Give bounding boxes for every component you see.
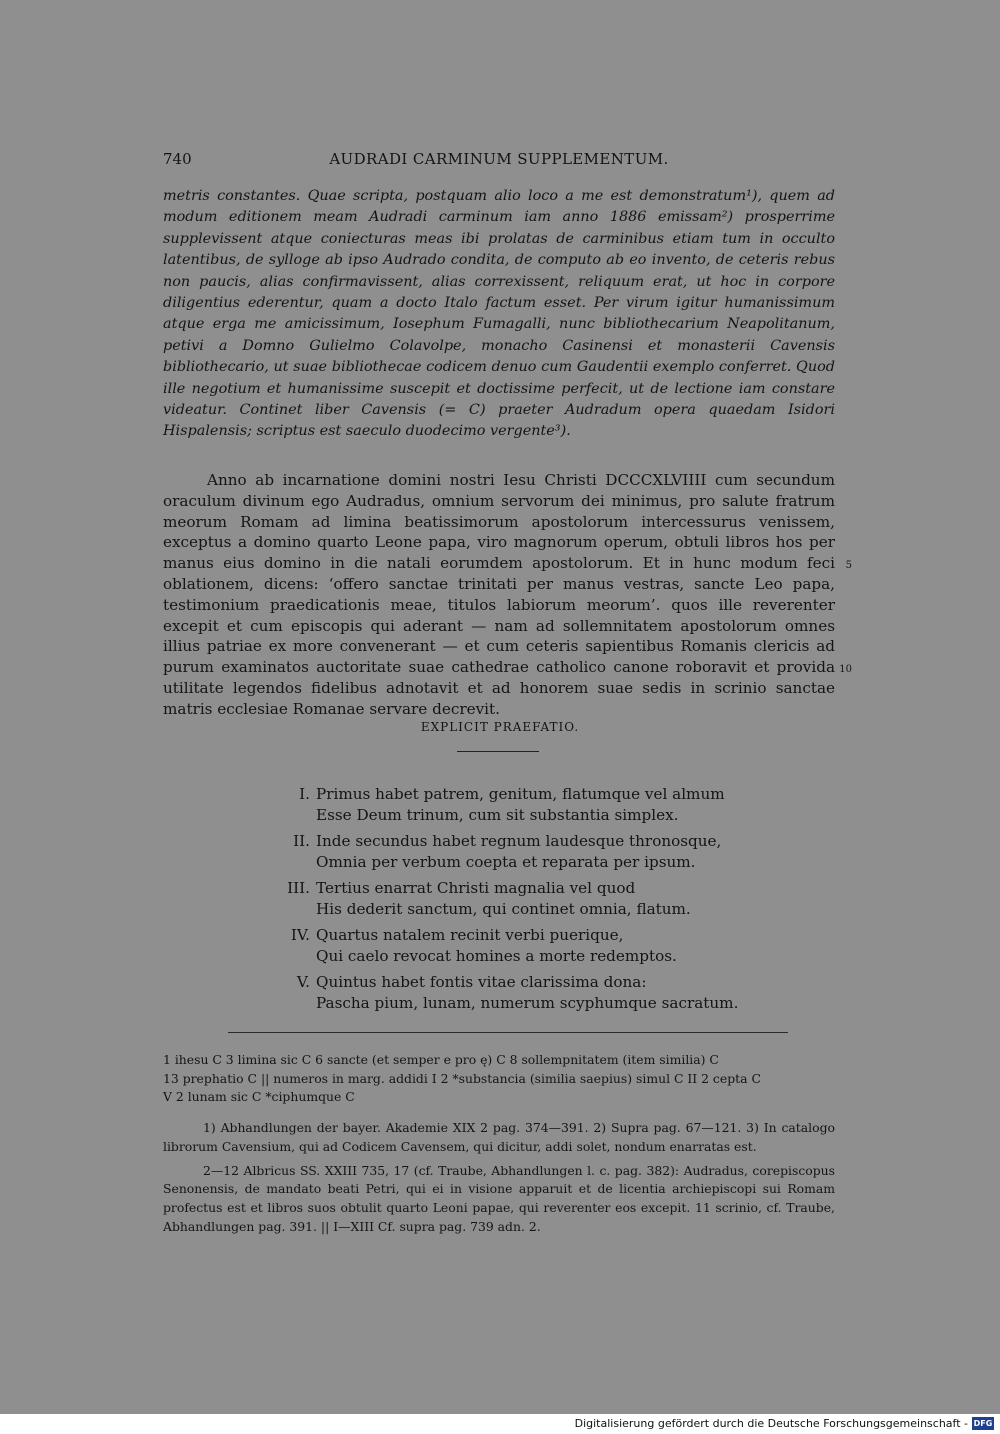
verse-line: His dederit sanctum, qui continet omnia, flatum. (316, 900, 691, 918)
digitization-footer (0, 1414, 1000, 1434)
short-rule (457, 751, 539, 752)
verse-line: Inde secundus habet regnum laudesque thronosque, (316, 832, 722, 850)
page-number: 740 (163, 150, 192, 168)
verse-list (260, 784, 820, 1019)
apparatus-line: 1 ihesu C 3 limina sic C 6 sancte (et semper e pro ę) C 8 sollempnitatem (item similia) C (163, 1052, 719, 1067)
verse-line: Primus habet patrem, genitum, flatumque vel almum (316, 785, 725, 803)
verse-item (260, 972, 820, 1014)
page-header (163, 150, 835, 170)
verse-numeral: II. (293, 832, 310, 850)
intro-paragraph (163, 186, 835, 443)
line-number-10: 10 (839, 664, 852, 675)
running-title: AUDRADI CARMINUM SUPPLEMENTUM. (329, 150, 669, 168)
verse-numeral: IV. (290, 926, 310, 944)
footnote: 2—12 Albricus SS. XXIII 735, 17 (cf. Traube, Abhandlungen l. c. pag. 382): Audradus, corepiscopus Senonensis, de mandato beati Petri, qui ei in visione apparuit et de licentia archiepiscopi sui Romam profectus est et libros suos obtulit quarto Leoni papae, qui reverenter eos excepit. 11 scrinio, cf. Traube, Abhandlungen pag. 391. || I—XIII Cf. supra pag. 739 adn. 2. (163, 1162, 835, 1234)
verse-line: Quartus natalem recinit verbi puerique, (316, 926, 624, 944)
verse-numeral: V. (296, 973, 310, 991)
apparatus-rule (228, 1032, 788, 1033)
verse-item (260, 878, 820, 920)
footer-credit: Digitalisierung gefördert durch die Deutsche Forschungsgemeinschaft - (574, 1417, 968, 1430)
apparatus-line: 13 prephatio C || numeros in marg. addidi I 2 *substancia (similia saepius) simul C II 2 cepta C (163, 1070, 761, 1086)
footnotes (163, 1119, 835, 1242)
explicit-heading: EXPLICIT PRAEFATIO. (420, 720, 580, 734)
verse-numeral: III. (287, 879, 310, 897)
preface-text: Anno ab incarnatione domini nostri Iesu Christi DCCCXLVIIII cum secundum oraculum divinum ego Audradus, omnium servorum dei minimus, pro salute fratrum meorum Romam ad limina beatissimorum apostolorum intercessurus venissem, exceptus a domino quarto Leone papa, viro magnorum operum, obtuli libros hos per manus eius domino in die natali eorumdem apostolorum. Et in hunc modum feci oblationem, dicens: ‘offero sanctae trinitati per manus vestras, sancte Leo papa, testimonium praedicationis meae, titulos labiorum meorum’. quos ille reverenter excepit et cum episcopis qui aderant — nam ad sollemnitatem apostolorum omnes illius patriae ex more convenerant — et cum ceteris sapientibus Romanis clericis ad purum examinatos auctoritate suae cathedrae catholico canone roboravit et provida utilitate legendos fidelibus adnotavit et ad honorem suae sedis in scrinio sanctae matris ecclesiae Romanae servare decrevit. (163, 471, 835, 718)
verse-numeral: I. (299, 785, 310, 803)
critical-apparatus (163, 1051, 835, 1107)
line-number-5: 5 (845, 560, 852, 571)
verse-line: Qui caelo revocat homines a morte redemptos. (316, 947, 677, 965)
verse-item (260, 784, 820, 826)
dfg-logo: DFG (973, 1419, 993, 1428)
apparatus-line: V 2 lunam sic C *ciphumque C (163, 1089, 355, 1104)
verse-item (260, 925, 820, 967)
verse-line: Omnia per verbum coepta et reparata per ipsum. (316, 853, 696, 871)
verse-line: Esse Deum trinum, cum sit substantia simplex. (316, 806, 679, 824)
intro-text: metris constantes. Quae scripta, postquam alio loco a me est demonstratum¹), quem ad modum editionem meam Audradi carminum iam anno 1886 emissam²) prosperrime supplevissent atque coniecturas meas ibi prolatas de carminibus etiam tum in occulto latentibus, de sylloge ab ipso Audrado condita, de computo ab eo invento, de ceteris rebus non paucis, alias confirmavissent, alias correxissent, reliquum erat, ut hoc in corpore diligentius ederentur, quam a docto Italo factum esset. Per virum igitur humanissimum atque erga me amicissimum, Iosephum Fumagalli, nunc bibliothecarium Neapolitanum, petivi a Domno Gulielmo Colavolpe, monacho Casinensi et monasterii Cavensis bibliothecario, ut suae bibliothecae codicem denuo cum Gaudentii exemplo conferret. Quod ille negotium et humanissime suscepit et doctissime perfecit, ut de lectione iam constare videatur. Continet liber Cavensis (= C) praeter Audradum opera quaedam Isidori Hispalensis; scriptus est saeculo duodecimo vergente³). (163, 188, 835, 440)
footnote: 1) Abhandlungen der bayer. Akademie XIX 2 pag. 374—391. 2) Supra pag. 67—121. 3) In catalogo librorum Cavensium, qui ad Codicem Cavensem, qui dicitur, addi solet, nondum enarratas est. (163, 1120, 835, 1154)
preface-paragraph (163, 470, 835, 720)
verse-line: Quintus habet fontis vitae clarissima dona: (316, 973, 647, 991)
verse-item (260, 831, 820, 873)
verse-line: Pascha pium, lunam, numerum scyphumque sacratum. (316, 994, 739, 1012)
verse-line: Tertius enarrat Christi magnalia vel quod (316, 879, 636, 897)
